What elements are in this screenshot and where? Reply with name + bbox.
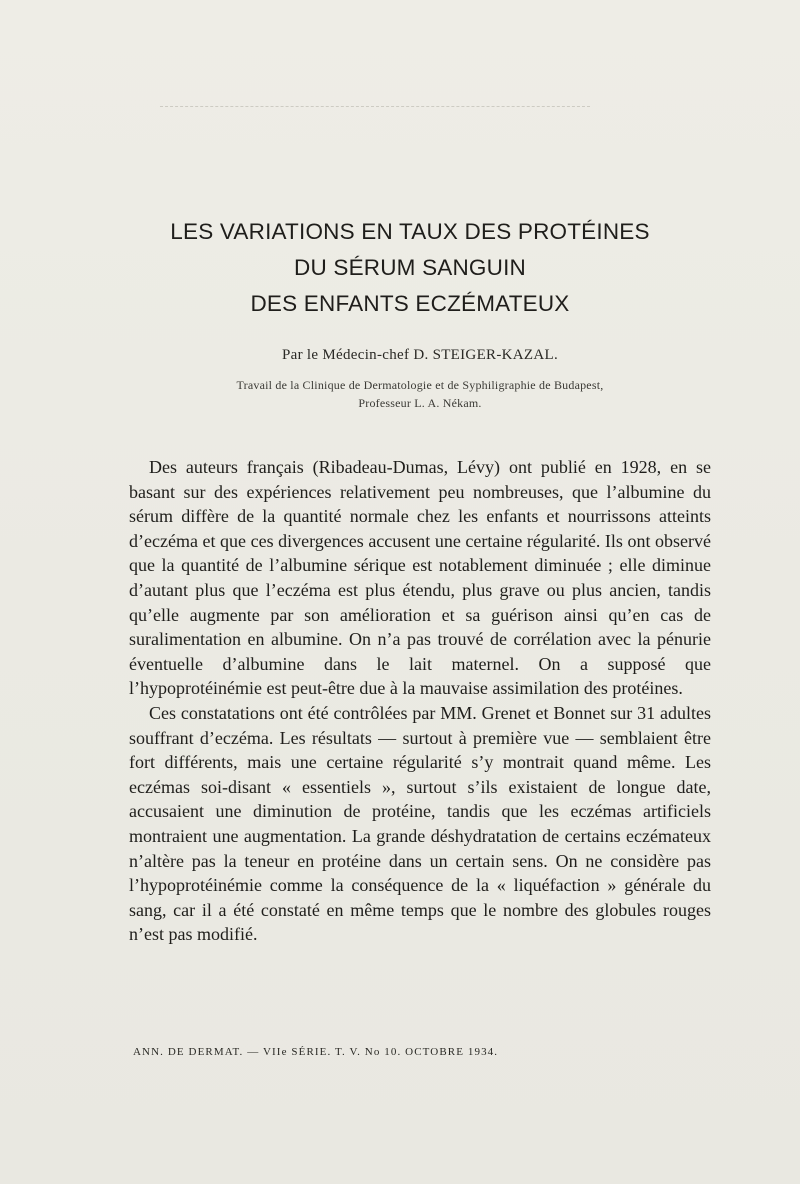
affiliation-line-2: Professeur L. A. Nékam. xyxy=(358,396,482,410)
paragraph-1: Des auteurs français (Ribadeau-Dumas, Lévy) ont publié en 1928, en se basant sur des expériences relativement peu nombreuses, que l’albumine du sérum diffère de la quantité normale chez les enfants et nourrissons atteints d’eczéma et que ces divergences accusent une certaine régularité. Ils ont observé que la quantité de l’albumine sérique est notablement diminuée ; elle diminue d’autant plus que l’eczéma est plus étendu, plus grave ou plus ancien, tandis qu’elle augmente par son amélioration et sa guérison ainsi qu’en cas de suralimentation en albumine. On n’a pas trouvé de corrélation avec la pénurie éventuelle d’albumine dans le lait maternel. On a supposé que l’hypoprotéinémie est peut-être due à la mauvaise assimilation des protéines. xyxy=(129,457,711,699)
article-title xyxy=(100,214,720,322)
article-body xyxy=(129,455,711,947)
affiliation-line-1: Travail de la Clinique de Dermatologie et de Syphiligraphie de Budapest, xyxy=(236,378,604,392)
author-byline: Par le Médecin-chef D. STEIGER-KAZAL. xyxy=(281,347,559,363)
title-line-3: DES ENFANTS ECZÉMATEUX xyxy=(250,291,570,316)
faint-header-rule xyxy=(160,106,590,107)
journal-footer: ANN. DE DERMAT. — VIIe SÉRIE. T. V. No 10. OCTOBRE 1934. xyxy=(133,1046,499,1058)
paragraph-2: Ces constatations ont été contrôlées par MM. Grenet et Bonnet sur 31 adultes souffrant d’eczéma. Les résultats — surtout à première vue — semblaient être fort différents, mais une certaine régularité s’y montrait quand même. Les eczémas soi-disant « essentiels », surtout s’ils existaient de longue date, accusaient une diminution de protéine, tandis que les eczémas artificiels montraient une augmentation. La grande déshydratation de certains eczémateux n’altère pas la teneur en protéine dans un certain sens. On ne considère pas l’hypoprotéinémie comme la conséquence de la « liquéfaction » générale du sang, car il a été constaté en même temps que le nombre des globules rouges n’est pas modifié. xyxy=(129,702,711,945)
title-line-2: DU SÉRUM SANGUIN xyxy=(294,255,526,280)
affiliation xyxy=(100,376,740,412)
title-line-1: LES VARIATIONS EN TAUX DES PROTÉINES xyxy=(170,219,650,244)
